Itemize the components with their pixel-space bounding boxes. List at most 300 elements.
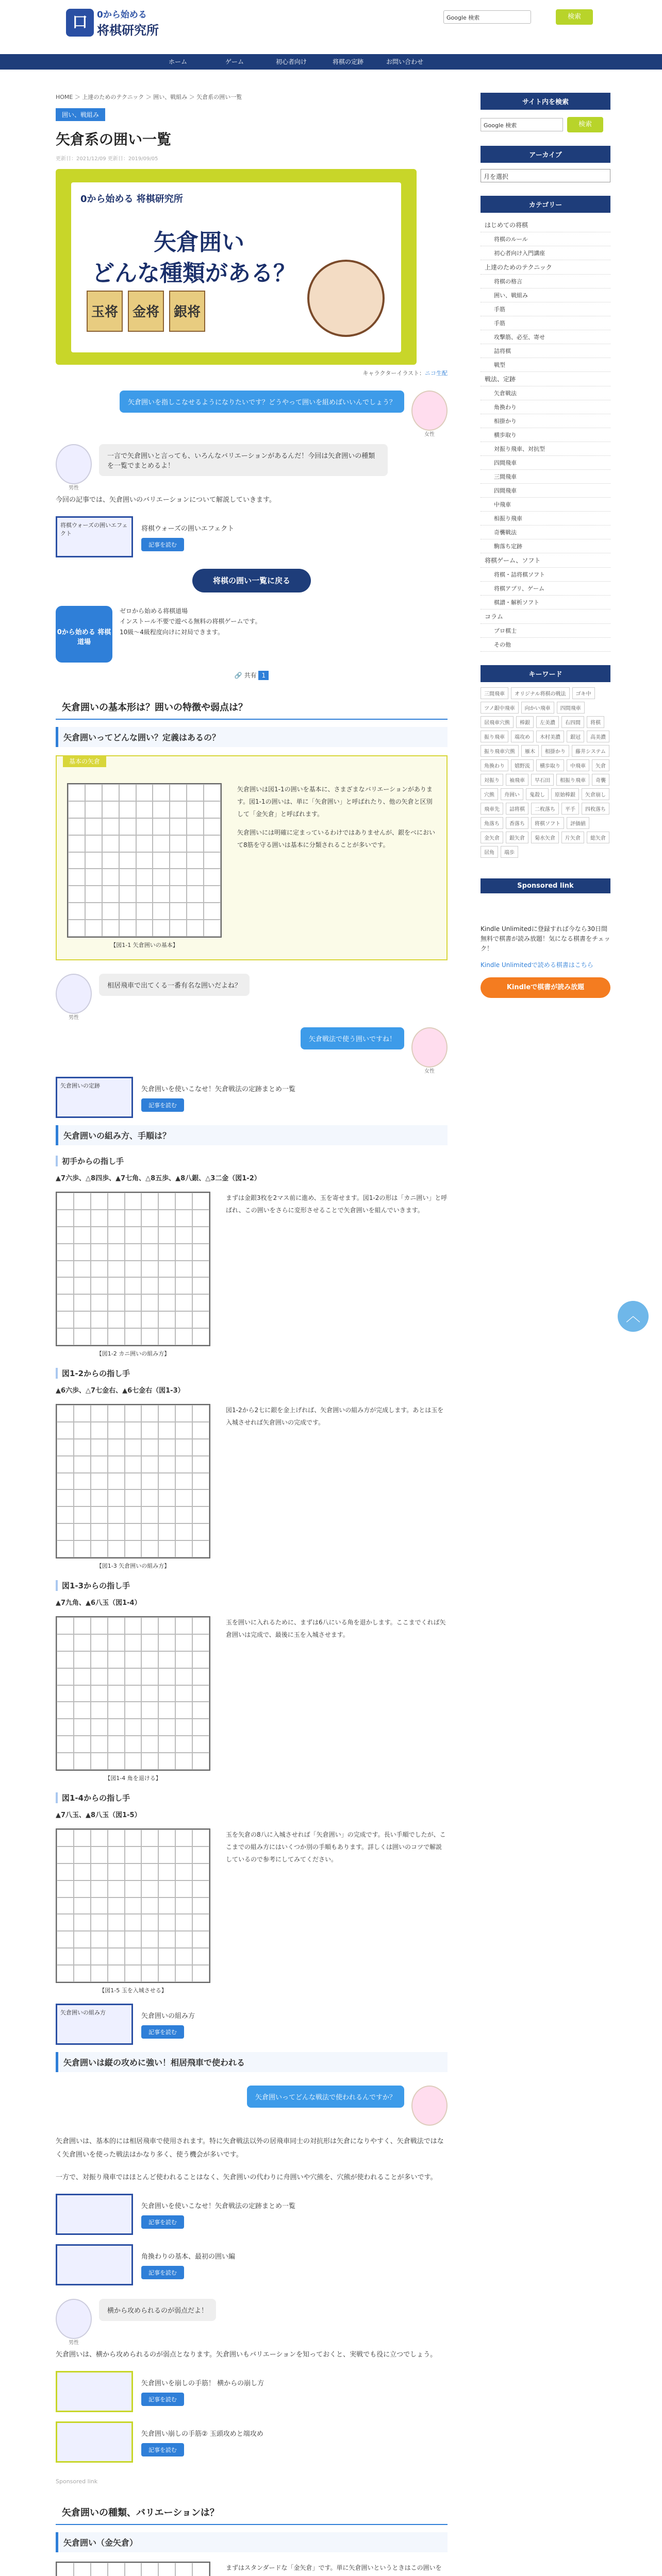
board-square <box>141 1651 158 1668</box>
board-square <box>192 1880 209 1897</box>
board-square <box>57 1634 74 1651</box>
board-square <box>57 1880 74 1897</box>
board-square <box>141 1540 158 1557</box>
board-square <box>74 1244 91 1261</box>
keyword-tag[interactable]: 向かい飛車 <box>521 702 554 714</box>
keyword-tag[interactable]: 穴熊 <box>481 788 498 800</box>
board-square <box>125 1846 142 1863</box>
category-badge[interactable]: 囲い、戦組み <box>56 108 105 121</box>
nav-contact[interactable]: お問い合わせ <box>386 58 423 65</box>
read-article-button[interactable]: 記事を読む <box>141 1098 184 1112</box>
scroll-to-top-icon[interactable]: ︿ <box>618 1301 649 1332</box>
board-square <box>91 1506 108 1523</box>
sidebar-category-item[interactable]: 戦法、定跡 <box>481 372 610 386</box>
board-square <box>125 1311 142 1328</box>
board-square <box>91 1846 108 1863</box>
board-square <box>108 1489 125 1506</box>
page-title: 矢倉系の囲い一覧 <box>56 131 172 148</box>
sidebar-category-item[interactable]: 対振り飛車、対抗型 <box>481 442 610 456</box>
board-square <box>158 1294 175 1311</box>
subsection-heading: 矢倉囲いの組み方、手順は？ <box>56 1125 448 1145</box>
board-square <box>108 1651 125 1668</box>
board-square <box>175 1210 192 1227</box>
board-square <box>102 835 119 852</box>
board-square <box>119 835 136 852</box>
board-square <box>187 920 204 937</box>
sidebar-heading: アーカイブ <box>481 146 610 163</box>
keyword-tag[interactable]: 総矢倉 <box>587 832 609 843</box>
share-label: 共有 <box>244 672 257 679</box>
board-square <box>192 1506 209 1523</box>
keyword-tag[interactable]: 舟囲い <box>501 788 523 800</box>
board-square <box>158 1261 175 1278</box>
board-square <box>85 886 102 903</box>
keyword-tag[interactable]: 角落ち <box>481 817 503 829</box>
board-square <box>108 1506 125 1523</box>
keyword-tag[interactable]: 居角 <box>481 846 498 858</box>
keyword-tag[interactable]: 振り飛車穴熊 <box>481 745 519 757</box>
sidebar-category-item[interactable]: 相掛かり <box>481 414 610 428</box>
board-square <box>57 1294 74 1311</box>
archive-select[interactable]: 月を選択 <box>481 169 610 182</box>
related-card[interactable] <box>56 1077 448 1118</box>
board-square <box>108 1880 125 1897</box>
board-square <box>158 1863 175 1880</box>
board-square <box>91 1439 108 1456</box>
breadcrumb[interactable]: HOME ＞ 上達のためのテクニック ＞ 囲い、戦組み ＞ 矢倉系の囲い一覧 <box>56 94 242 100</box>
sidebar-category-item[interactable]: 上達のためのテクニック <box>481 260 610 275</box>
board-square <box>91 1897 108 1914</box>
read-article-button[interactable]: 記事を読む <box>141 2215 184 2229</box>
board-square <box>158 1489 175 1506</box>
dialog-girl-1 <box>56 391 448 437</box>
board-square <box>158 1473 175 1490</box>
board-square <box>91 1719 108 1736</box>
kindle-link[interactable]: Kindle Unlimitedで読める棋書はこちら <box>481 961 593 969</box>
board-square <box>192 1846 209 1863</box>
board-square <box>85 835 102 852</box>
board-square <box>204 903 221 920</box>
board-square <box>153 920 170 937</box>
related-card[interactable] <box>56 2004 448 2045</box>
board-square <box>57 1210 74 1227</box>
board-square <box>91 1540 108 1557</box>
board-square <box>91 1473 108 1490</box>
keyword-tag[interactable]: オリジナル将棋の戦法 <box>511 687 570 699</box>
sidebar-category-item[interactable]: 戦型 <box>481 358 610 372</box>
board-square <box>125 1634 142 1651</box>
board-square <box>141 1456 158 1473</box>
keyword-tag[interactable]: ゴキ中 <box>572 687 595 699</box>
keyword-tag[interactable]: 居飛車穴熊 <box>481 716 514 728</box>
keyword-tag[interactable]: 端歩 <box>501 846 518 858</box>
board-square <box>158 1685 175 1702</box>
card-title: 矢倉囲いを使いこなせ！矢倉戦法の定跡まとめ一覧 <box>141 1085 296 1093</box>
sidebar-category-item[interactable]: 三間飛車 <box>481 470 610 484</box>
keyword-tag[interactable]: 嬉野流 <box>511 759 534 771</box>
board-square <box>102 869 119 886</box>
keyword-tag[interactable]: 将棋ソフト <box>531 817 564 829</box>
nav-beginner[interactable]: 初心者向け <box>275 58 307 65</box>
step-heading: 図1-4からの指し手 <box>56 1792 448 1803</box>
board-square <box>57 1244 74 1261</box>
card-thumbnail: 矢倉囲いの組み方 <box>56 2004 133 2045</box>
keyword-tag[interactable]: 棒銀 <box>516 716 534 728</box>
nav-game[interactable]: ゲーム <box>225 58 244 65</box>
keyword-tag[interactable]: 端攻め <box>511 731 534 742</box>
site-header <box>0 0 662 46</box>
board-square <box>91 1244 108 1261</box>
board-square <box>102 886 119 903</box>
board-square <box>187 852 204 869</box>
board-square <box>141 1311 158 1328</box>
sidebar-category-item[interactable]: プロ棋士 <box>481 624 610 638</box>
board-square <box>141 2563 158 2576</box>
board-square <box>108 1294 125 1311</box>
related-card[interactable] <box>56 2244 448 2285</box>
board-square <box>141 1829 158 1846</box>
board-square <box>158 1668 175 1685</box>
sidebar-category-item[interactable]: 将棋アプリ、ゲーム <box>481 582 610 596</box>
body-text: 一方で、対振り飛車ではほとんど使われることはなく、矢倉囲いの代わりに舟囲いや穴熊を、穴熊が使われることが多いです。 <box>56 2174 437 2181</box>
post-date: 更新日：2021/12/09 更新日：2019/09/05 <box>56 156 158 162</box>
board-square <box>175 1736 192 1753</box>
board-square <box>175 1719 192 1736</box>
related-card[interactable] <box>56 516 448 557</box>
header-search-input[interactable]: Google 検索 <box>443 10 531 24</box>
dialog-girl-3 <box>56 2086 448 2126</box>
board-square <box>125 1719 142 1736</box>
related-card[interactable] <box>56 2194 448 2235</box>
share-icon: 🔗 <box>234 672 244 679</box>
board-square <box>57 1668 74 1685</box>
board-square <box>175 1931 192 1948</box>
sidebar-category-item[interactable]: 棋譜・解析ソフト <box>481 596 610 609</box>
keyword-tag[interactable]: 鬼殺し <box>526 788 549 800</box>
sidebar-category-item[interactable]: 将棋ゲーム、ソフト <box>481 553 610 568</box>
sidebar-category-item[interactable]: 手筋 <box>481 316 610 330</box>
sidebar-category-item[interactable]: はじめての将棋 <box>481 218 610 232</box>
sidebar-category-item[interactable]: その他 <box>481 638 610 652</box>
keyword-tag[interactable]: 原始棒銀 <box>551 788 579 800</box>
board-square <box>192 1294 209 1311</box>
board-square <box>158 1456 175 1473</box>
board-square <box>57 1422 74 1439</box>
board-square <box>125 1456 142 1473</box>
board-square <box>74 1634 91 1651</box>
app-promo[interactable] <box>56 606 448 663</box>
shogi-board <box>56 2562 210 2576</box>
sidebar-category-item[interactable]: コラム <box>481 609 610 624</box>
board-square <box>74 1311 91 1328</box>
board-square <box>175 1193 192 1210</box>
board-caption: 【図1-3 矢倉囲いの組み方】 <box>96 1563 170 1569</box>
related-card[interactable] <box>56 2421 448 2463</box>
keyword-tag[interactable]: 三間飛車 <box>481 687 508 699</box>
keyword-tag[interactable]: 片矢倉 <box>561 832 584 843</box>
board-square <box>175 1753 192 1770</box>
keyword-tag[interactable]: 相振り飛車 <box>556 774 589 786</box>
read-article-button[interactable]: 記事を読む <box>141 538 184 551</box>
logo-mark: 口 <box>66 9 94 37</box>
board-square <box>136 903 153 920</box>
kindle-button[interactable]: Kindleで棋書が読み放題 <box>481 977 610 998</box>
share-widget[interactable] <box>56 671 448 680</box>
board-square <box>74 1719 91 1736</box>
share-count: 1 <box>258 671 269 680</box>
board-square <box>108 1277 125 1294</box>
sidebar-category-item[interactable]: 囲い、戦組み <box>481 289 610 302</box>
sidebar-category-item[interactable]: 奇襲戦法 <box>481 526 610 539</box>
board-square <box>175 1846 192 1863</box>
header-search-button[interactable]: 検索 <box>556 9 593 25</box>
sidebar-category-item[interactable]: 駒落ち定跡 <box>481 539 610 553</box>
keyword-tag[interactable]: 左美濃 <box>536 716 559 728</box>
board-square <box>187 869 204 886</box>
board-square <box>141 1965 158 1982</box>
board-square <box>57 1897 74 1914</box>
keyword-tag[interactable]: 矢倉崩し <box>582 788 609 800</box>
keyword-tag[interactable]: 右四間 <box>561 716 584 728</box>
site-logo[interactable] <box>66 7 159 38</box>
board-square <box>192 1965 209 1982</box>
speech-bubble: 矢倉戦法で使う囲いですね！ <box>301 1027 404 1049</box>
board-square <box>125 1863 142 1880</box>
keyword-tag[interactable]: 雁木 <box>521 745 539 757</box>
board-explanation: 矢倉囲いには明確に定まっているわけではありませんが、銀をベにおいて8筋を守る囲いは基本に分類されることが多いです。 <box>237 829 436 849</box>
keyword-tag[interactable]: 二枚落ち <box>531 803 559 815</box>
nav-joseki[interactable]: 将棋の定跡 <box>332 58 363 65</box>
board-square <box>74 1439 91 1456</box>
board-square <box>204 886 221 903</box>
intro-text: 今回の記事では、矢倉囲いのバリエーションについて解説していきます。 <box>56 496 276 504</box>
board-square <box>102 801 119 818</box>
keyword-tag[interactable]: 横歩取り <box>536 759 564 771</box>
board-square <box>68 886 85 903</box>
board-square <box>125 1439 142 1456</box>
nav-home[interactable]: ホーム <box>168 58 187 65</box>
keyword-tag[interactable]: 平手 <box>561 803 579 815</box>
sidebar-search-button[interactable]: 検索 <box>567 117 603 132</box>
keyword-tag[interactable]: 金矢倉 <box>481 832 503 843</box>
board-square <box>108 1210 125 1227</box>
board-square <box>57 1719 74 1736</box>
board-square <box>125 1328 142 1345</box>
board-square <box>91 1651 108 1668</box>
board-square <box>125 1736 142 1753</box>
board-square <box>158 1651 175 1668</box>
read-article-button[interactable]: 記事を読む <box>141 2443 184 2456</box>
board-square <box>108 1719 125 1736</box>
board-square <box>91 1277 108 1294</box>
board-square <box>192 1685 209 1702</box>
keyword-tag[interactable]: 銀矢倉 <box>506 832 528 843</box>
board-square <box>192 1914 209 1931</box>
board-square <box>85 869 102 886</box>
board-square <box>141 1439 158 1456</box>
sidebar-search-input[interactable]: Google 検索 <box>481 118 563 131</box>
board-square <box>125 1261 142 1278</box>
board-square <box>175 1540 192 1557</box>
board-square <box>158 1914 175 1931</box>
subsection-heading: 矢倉囲い（金矢倉） <box>56 2532 448 2552</box>
board-square <box>74 1846 91 1863</box>
sidebar-category-item[interactable]: 将棋のルール <box>481 232 610 246</box>
sidebar-category-item[interactable]: 手筋 <box>481 302 610 316</box>
board-square <box>119 801 136 818</box>
hero-character <box>307 260 385 337</box>
board-square <box>57 1227 74 1244</box>
keyword-tag[interactable]: 角換わり <box>481 759 508 771</box>
board-square <box>158 1736 175 1753</box>
avatar-boy: 男性 <box>56 974 92 1014</box>
board-square <box>74 1506 91 1523</box>
keyword-tag[interactable]: 早石田 <box>531 774 554 786</box>
board-square <box>74 1736 91 1753</box>
board-square <box>158 1719 175 1736</box>
app-desc-2: 10級〜4級程度向けに対局できます。 <box>120 628 224 636</box>
card-title: 将棋ウォーズの囲いエフェクト <box>141 524 235 533</box>
keyword-tag[interactable]: 奇襲 <box>592 774 609 786</box>
board-square <box>91 1456 108 1473</box>
board-square <box>125 1702 142 1719</box>
back-to-castle-list-button[interactable]: 将棋の囲い一覧に戻る <box>192 569 311 592</box>
board-square <box>141 1523 158 1540</box>
board-square <box>57 1863 74 1880</box>
board-square <box>158 1702 175 1719</box>
avatar-girl <box>411 2086 448 2126</box>
keyword-tag[interactable]: 四枚落ち <box>582 803 609 815</box>
board-square <box>108 1863 125 1880</box>
board-square <box>141 1753 158 1770</box>
credit-link[interactable]: ニコ生配 <box>425 370 448 377</box>
board-square <box>141 1702 158 1719</box>
board-square <box>57 1617 74 1634</box>
board-square <box>108 1914 125 1931</box>
board-square <box>91 1668 108 1685</box>
board-square <box>57 1456 74 1473</box>
keyword-tag[interactable]: 将棋 <box>587 716 604 728</box>
board-square <box>57 1736 74 1753</box>
keyword-tag[interactable]: 振り飛車 <box>481 731 508 742</box>
keyword-tag[interactable]: 詰将棋 <box>506 803 528 815</box>
keyword-tag[interactable]: 評価値 <box>567 817 589 829</box>
board-square <box>192 1210 209 1227</box>
sidebar-category-item[interactable]: 角換わり <box>481 400 610 414</box>
board-square <box>175 1422 192 1439</box>
board-square <box>136 801 153 818</box>
board-square <box>158 1311 175 1328</box>
dialog-boy-3 <box>56 2299 448 2346</box>
board-square <box>85 784 102 801</box>
hero-piece-silver: 銀将 <box>169 291 205 332</box>
board-square <box>125 1651 142 1668</box>
sidebar-category-item[interactable]: 相振り飛車 <box>481 512 610 526</box>
sidebar-category-item[interactable]: 将棋・詰将棋ソフト <box>481 568 610 582</box>
board-square <box>153 869 170 886</box>
board-square <box>141 1863 158 1880</box>
keyword-tag[interactable]: 銀冠 <box>567 731 584 742</box>
board-square <box>108 1473 125 1490</box>
board-square <box>136 886 153 903</box>
keyword-tag[interactable]: 四間飛車 <box>557 702 585 714</box>
move-sequence: ▲6六歩、△7七金右、▲6七金右（図1-3） <box>56 1387 185 1395</box>
read-article-button[interactable]: 記事を読む <box>141 2393 184 2406</box>
board-square <box>119 886 136 903</box>
hero-image <box>56 169 417 365</box>
keyword-tag[interactable]: 袖飛車 <box>506 774 528 786</box>
keyword-tag[interactable]: 藤井システム <box>572 745 609 757</box>
board-square <box>74 1753 91 1770</box>
board-square <box>158 1439 175 1456</box>
board-square <box>170 801 187 818</box>
board-square <box>125 1294 142 1311</box>
sidebar-category-item[interactable]: 初心者向け入門講座 <box>481 246 610 260</box>
board-square <box>68 784 85 801</box>
board-square <box>192 1753 209 1770</box>
sidebar-category-item[interactable]: 横歩取り <box>481 428 610 442</box>
keyword-tag[interactable]: 飛車先 <box>481 803 503 815</box>
avatar-girl: 女性 <box>411 1027 448 1067</box>
board-square <box>125 1473 142 1490</box>
board-square <box>187 801 204 818</box>
read-article-button[interactable]: 記事を読む <box>141 2025 184 2039</box>
keyword-tag[interactable]: 相掛かり <box>541 745 569 757</box>
board-square <box>102 818 119 835</box>
sidebar-category-item[interactable]: 四間飛車 <box>481 456 610 470</box>
keyword-tag[interactable]: 矢倉 <box>592 759 609 771</box>
sidebar-heading: カテゴリー <box>481 196 610 213</box>
sidebar-category-item[interactable]: 詰将棋 <box>481 344 610 358</box>
board-square <box>204 869 221 886</box>
keyword-tag[interactable]: 高美濃 <box>587 731 609 742</box>
board-square <box>175 1473 192 1490</box>
keyword-tag[interactable]: 菊水矢倉 <box>531 832 559 843</box>
board-square <box>192 1456 209 1473</box>
board-square <box>108 1668 125 1685</box>
board-square <box>175 1506 192 1523</box>
read-article-button[interactable]: 記事を読む <box>141 2266 184 2279</box>
board-square <box>175 1277 192 1294</box>
board-square <box>192 1405 209 1422</box>
sidebar-category-item[interactable]: 矢倉戦法 <box>481 386 610 400</box>
keyword-tag[interactable]: 対振り <box>481 774 503 786</box>
board-square <box>141 1880 158 1897</box>
board-square <box>91 2563 108 2576</box>
board-square <box>57 1651 74 1668</box>
board-square <box>170 869 187 886</box>
board-square <box>175 1617 192 1634</box>
keyword-tag[interactable]: 香落ち <box>506 817 528 829</box>
board-square <box>57 1931 74 1948</box>
shogi-board <box>67 783 222 938</box>
keyword-tag[interactable]: ツノ銀中飛車 <box>481 702 519 714</box>
keyword-tag[interactable]: 中飛車 <box>567 759 589 771</box>
sidebar-category-item[interactable]: 中飛車 <box>481 498 610 512</box>
related-card[interactable] <box>56 2371 448 2412</box>
board-square <box>158 1405 175 1422</box>
keyword-tag[interactable]: 木村美濃 <box>536 731 564 742</box>
board-square <box>192 1244 209 1261</box>
board-square <box>187 818 204 835</box>
sidebar-category-item[interactable]: 四間飛車 <box>481 484 610 498</box>
board-square <box>141 1948 158 1965</box>
sidebar-category-item[interactable]: 将棋の格言 <box>481 275 610 289</box>
sidebar-category-item[interactable]: 攻撃筋、必至、寄せ <box>481 330 610 344</box>
board-square <box>91 1736 108 1753</box>
board-square <box>158 1617 175 1634</box>
board-square <box>74 1489 91 1506</box>
